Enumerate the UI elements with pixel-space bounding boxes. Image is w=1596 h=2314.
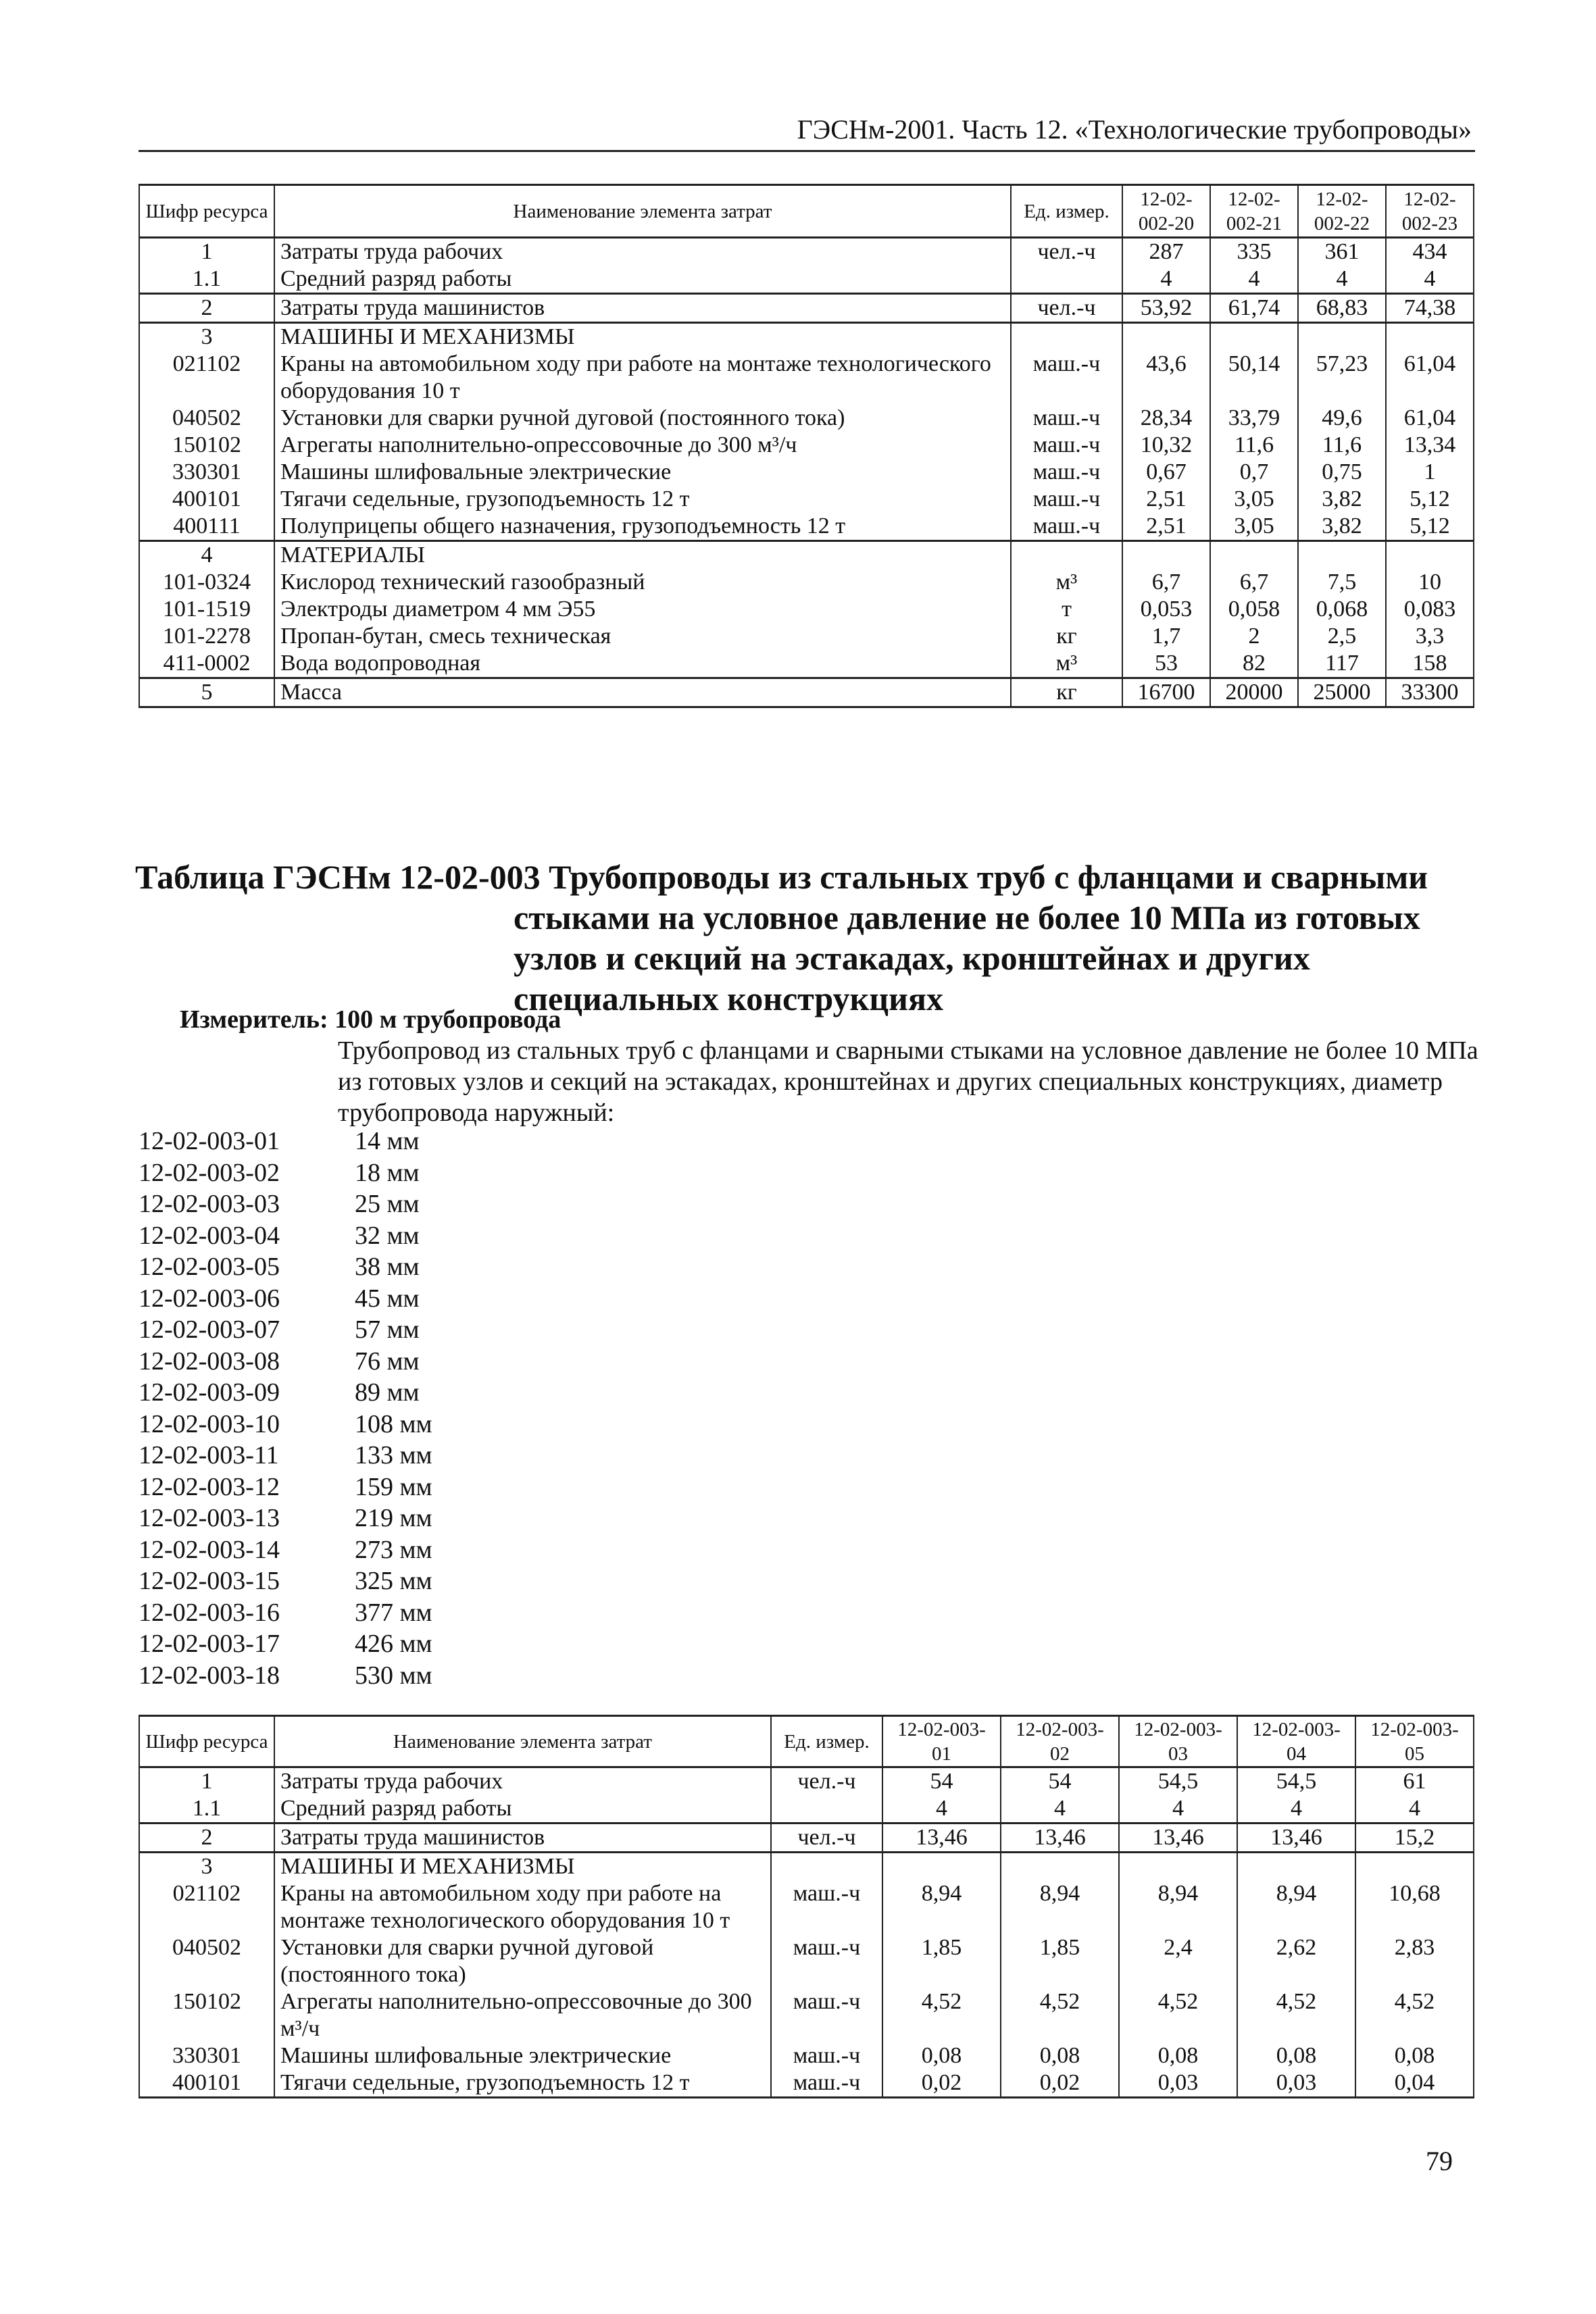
cell-value: 6,7 — [1210, 569, 1298, 596]
item-code: 12-02-003-08 — [139, 1347, 280, 1376]
table-row — [139, 459, 1474, 486]
cell-value: 54 — [1001, 1767, 1119, 1796]
cell-unit: маш.-ч — [1011, 513, 1122, 541]
table-row — [139, 1880, 1474, 1934]
cell-code: 1.1 — [139, 1795, 274, 1823]
cell-code: 1 — [139, 1767, 274, 1796]
cell-unit: маш.-ч — [1011, 432, 1122, 459]
cell-value: 1,85 — [1001, 1934, 1119, 1988]
cell-name: Агрегаты наполнительно-опрессовочные до 300 м³/ч — [274, 1988, 771, 2042]
list-item — [139, 1126, 557, 1157]
cell-value: 4,52 — [1119, 1988, 1237, 2042]
cell-code: 1 — [139, 238, 274, 266]
item-code: 12-02-003-12 — [139, 1472, 280, 1501]
item-code: 12-02-003-05 — [139, 1253, 280, 1281]
table-row — [139, 405, 1474, 432]
col-header-code: Шифр ресурса — [139, 185, 274, 238]
cell-value: 7,5 — [1298, 569, 1386, 596]
cell-value: 0,04 — [1355, 2069, 1474, 2098]
table-row — [139, 1853, 1474, 1881]
cell-unit: т — [1011, 596, 1122, 623]
col-header-unit: Ед. измер. — [771, 1716, 882, 1767]
cell-value: 0,08 — [1355, 2042, 1474, 2069]
cell-value: 1,7 — [1122, 623, 1210, 650]
cell-value: 4 — [1237, 1795, 1355, 1823]
cell-value: 25000 — [1298, 678, 1386, 707]
cell-value: 4 — [882, 1795, 1001, 1823]
list-item — [139, 1157, 557, 1189]
cell-name: Краны на автомобильном ходу при работе на монтаже технологического оборудования 10 т — [274, 351, 1011, 405]
cell-value: 4 — [1122, 266, 1210, 294]
table-row — [139, 486, 1474, 513]
item-code: 12-02-003-18 — [139, 1661, 280, 1690]
item-diameter: 25 мм — [355, 1190, 420, 1218]
cell-unit — [771, 1853, 882, 1881]
list-item — [139, 1188, 557, 1220]
cell-value: 1,85 — [882, 1934, 1001, 1988]
cell-code: 3 — [139, 323, 274, 351]
cell-value: 15,2 — [1355, 1823, 1474, 1853]
cell-value: 3,82 — [1298, 513, 1386, 541]
table-row — [139, 513, 1474, 541]
cell-name: Средний разряд работы — [274, 1795, 771, 1823]
item-code: 12-02-003-03 — [139, 1190, 280, 1218]
table-row — [139, 432, 1474, 459]
cost-table-002 — [139, 184, 1474, 708]
cell-code: 040502 — [139, 405, 274, 432]
cell-value: 8,94 — [882, 1880, 1001, 1934]
cell-value: 16700 — [1122, 678, 1210, 707]
cell-unit: чел.-ч — [1011, 294, 1122, 323]
cell-value: 0,03 — [1119, 2069, 1237, 2098]
cell-value — [1237, 1853, 1355, 1881]
table-row — [139, 650, 1474, 678]
cell-value: 361 — [1298, 238, 1386, 266]
cell-value: 10,68 — [1355, 1880, 1474, 1934]
item-code: 12-02-003-01 — [139, 1127, 280, 1155]
cell-value: 82 — [1210, 650, 1298, 678]
table-row — [139, 569, 1474, 596]
cell-value: 4 — [1001, 1795, 1119, 1823]
item-diameter: 89 мм — [355, 1378, 420, 1407]
list-item — [139, 1283, 557, 1315]
table-row — [139, 596, 1474, 623]
cell-unit: чел.-ч — [1011, 238, 1122, 266]
cell-value: 2,51 — [1122, 513, 1210, 541]
cell-name: Тягачи седельные, грузоподъемность 12 т — [274, 2069, 771, 2098]
item-diameter: 159 мм — [355, 1472, 432, 1501]
item-list — [139, 1126, 557, 1691]
cell-name: Установки для сварки ручной дуговой (постоянного тока) — [274, 1934, 771, 1988]
cell-value: 61,04 — [1386, 351, 1474, 405]
list-item — [139, 1503, 557, 1534]
table-row — [139, 1823, 1474, 1853]
item-code: 12-02-003-04 — [139, 1221, 280, 1250]
cell-value: 68,83 — [1298, 294, 1386, 323]
cell-value: 0,058 — [1210, 596, 1298, 623]
col-header-name: Наименование элемента затрат — [274, 185, 1011, 238]
item-diameter: 325 мм — [355, 1567, 432, 1595]
page-number: 79 — [1426, 2146, 1453, 2176]
list-item — [139, 1220, 557, 1252]
table-row — [139, 678, 1474, 707]
cell-unit: маш.-ч — [1011, 405, 1122, 432]
cell-unit — [1011, 323, 1122, 351]
item-diameter: 18 мм — [355, 1158, 420, 1187]
cell-value: 4,52 — [1355, 1988, 1474, 2042]
cell-value: 0,08 — [1237, 2042, 1355, 2069]
cell-code: 2 — [139, 1823, 274, 1853]
item-code: 12-02-003-02 — [139, 1158, 280, 1187]
col-header-name: Наименование элемента затрат — [274, 1716, 771, 1767]
col-header-c3: 12-02-002-22 — [1298, 185, 1386, 238]
cell-value: 4 — [1355, 1795, 1474, 1823]
item-code: 12-02-003-16 — [139, 1598, 280, 1627]
table-description: Трубопровод из стальных труб с фланцами и сварными стыками на условное давление не более 10 МПа из готовых узлов и секций на эстакадах, кронштейнах и других специальных конструкциях, диаметр трубопровода наружный: — [338, 1036, 1478, 1127]
cell-value — [1119, 1853, 1237, 1881]
cell-value: 0,7 — [1210, 459, 1298, 486]
cell-value: 13,46 — [1119, 1823, 1237, 1853]
cell-unit: чел.-ч — [771, 1767, 882, 1796]
col-header-c3: 12-02-003-03 — [1119, 1716, 1237, 1767]
cell-value: 287 — [1122, 238, 1210, 266]
cell-unit: маш.-ч — [1011, 486, 1122, 513]
cell-value: 3,05 — [1210, 513, 1298, 541]
cell-name: МАШИНЫ И МЕХАНИЗМЫ — [274, 323, 1011, 351]
cell-value: 11,6 — [1210, 432, 1298, 459]
cell-value: 20000 — [1210, 678, 1298, 707]
cell-value: 0,08 — [882, 2042, 1001, 2069]
cell-value: 11,6 — [1298, 432, 1386, 459]
cell-unit: маш.-ч — [771, 2042, 882, 2069]
cell-value — [1210, 323, 1298, 351]
cell-value: 10 — [1386, 569, 1474, 596]
cell-unit — [1011, 541, 1122, 570]
table-row — [139, 2069, 1474, 2098]
cell-name: Установки для сварки ручной дуговой (постоянного тока) — [274, 405, 1011, 432]
cell-code: 411-0002 — [139, 650, 274, 678]
cell-value: 53,92 — [1122, 294, 1210, 323]
cell-value — [1298, 323, 1386, 351]
cell-value: 2 — [1210, 623, 1298, 650]
col-header-code: Шифр ресурса — [139, 1716, 274, 1767]
col-header-c2: 12-02-003-02 — [1001, 1716, 1119, 1767]
cell-name: Вода водопроводная — [274, 650, 1011, 678]
cell-unit: маш.-ч — [771, 1988, 882, 2042]
cell-value: 57,23 — [1298, 351, 1386, 405]
cell-name: Краны на автомобильном ходу при работе на монтаже технологического оборудования 10 т — [274, 1880, 771, 1934]
table-title-line: специальных конструкциях — [514, 980, 944, 1017]
cell-value: 2,4 — [1119, 1934, 1237, 1988]
item-diameter: 38 мм — [355, 1253, 420, 1281]
cell-name: Машины шлифовальные электрические — [274, 2042, 771, 2069]
table-title-line: стыками на условное давление не более 10 МПа из готовых — [514, 899, 1420, 936]
cell-value: 54 — [882, 1767, 1001, 1796]
cell-name: Полуприцепы общего назначения, грузоподъемность 12 т — [274, 513, 1011, 541]
item-diameter: 108 мм — [355, 1409, 432, 1438]
item-diameter: 45 мм — [355, 1284, 420, 1313]
cell-value — [1122, 323, 1210, 351]
cell-name: Затраты труда рабочих — [274, 1767, 771, 1796]
list-item — [139, 1377, 557, 1409]
cell-value: 6,7 — [1122, 569, 1210, 596]
list-item — [139, 1472, 557, 1503]
cell-unit: м³ — [1011, 650, 1122, 678]
cell-value: 61 — [1355, 1767, 1474, 1796]
measure-unit: Измеритель: 100 м трубопровода — [180, 1005, 562, 1034]
cell-value — [1386, 323, 1474, 351]
table-row — [139, 294, 1474, 323]
table-row — [139, 541, 1474, 570]
cell-value: 28,34 — [1122, 405, 1210, 432]
cell-value: 54,5 — [1237, 1767, 1355, 1796]
col-header-c1: 12-02-003-01 — [882, 1716, 1001, 1767]
item-code: 12-02-003-17 — [139, 1630, 280, 1658]
cell-name: Масса — [274, 678, 1011, 707]
cell-value: 53 — [1122, 650, 1210, 678]
cell-value: 74,38 — [1386, 294, 1474, 323]
cell-value: 61,04 — [1386, 405, 1474, 432]
cell-name: Машины шлифовальные электрические — [274, 459, 1011, 486]
cell-value: 0,08 — [1119, 2042, 1237, 2069]
col-header-c5: 12-02-003-05 — [1355, 1716, 1474, 1767]
cell-name: Затраты труда машинистов — [274, 1823, 771, 1853]
cell-code: 400101 — [139, 2069, 274, 2098]
cell-name: Тягачи седельные, грузоподъемность 12 т — [274, 486, 1011, 513]
cell-code: 330301 — [139, 459, 274, 486]
header-rule — [139, 150, 1475, 152]
cell-name: МАШИНЫ И МЕХАНИЗМЫ — [274, 1853, 771, 1881]
table-row — [139, 1988, 1474, 2042]
col-header-c4: 12-02-003-04 — [1237, 1716, 1355, 1767]
cell-value: 33,79 — [1210, 405, 1298, 432]
cell-value — [1001, 1853, 1119, 1881]
cell-name: Средний разряд работы — [274, 266, 1011, 294]
cell-value: 33300 — [1386, 678, 1474, 707]
cell-value — [1386, 541, 1474, 570]
cell-value: 0,02 — [1001, 2069, 1119, 2098]
cell-name: Затраты труда машинистов — [274, 294, 1011, 323]
cell-value: 0,03 — [1237, 2069, 1355, 2098]
cell-value: 8,94 — [1001, 1880, 1119, 1934]
item-diameter: 76 мм — [355, 1347, 420, 1376]
cell-value: 50,14 — [1210, 351, 1298, 405]
cell-value: 2,51 — [1122, 486, 1210, 513]
item-code: 12-02-003-06 — [139, 1284, 280, 1313]
item-code: 12-02-003-09 — [139, 1378, 280, 1407]
cell-code: 330301 — [139, 2042, 274, 2069]
list-item — [139, 1346, 557, 1378]
item-diameter: 133 мм — [355, 1441, 432, 1469]
cell-unit: маш.-ч — [1011, 351, 1122, 405]
cell-code: 400101 — [139, 486, 274, 513]
cell-value — [1122, 541, 1210, 570]
cell-value: 4 — [1119, 1795, 1237, 1823]
page-header-title: ГЭСНм-2001. Часть 12. «Технологические трубопроводы» — [797, 114, 1472, 145]
list-item — [139, 1314, 557, 1346]
table-row — [139, 1767, 1474, 1796]
cell-value: 4,52 — [1001, 1988, 1119, 2042]
cell-value: 13,46 — [1001, 1823, 1119, 1853]
cell-value: 3,3 — [1386, 623, 1474, 650]
cell-code: 040502 — [139, 1934, 274, 1988]
cell-unit: кг — [1011, 623, 1122, 650]
cell-unit: маш.-ч — [771, 1934, 882, 1988]
cell-value: 13,46 — [1237, 1823, 1355, 1853]
col-header-c4: 12-02-002-23 — [1386, 185, 1474, 238]
cell-value — [882, 1853, 1001, 1881]
list-item — [139, 1597, 557, 1629]
table-title — [135, 857, 1480, 1019]
cell-value: 0,67 — [1122, 459, 1210, 486]
cell-unit: маш.-ч — [1011, 459, 1122, 486]
cell-value: 434 — [1386, 238, 1474, 266]
cell-value: 158 — [1386, 650, 1474, 678]
cell-value: 8,94 — [1237, 1880, 1355, 1934]
cell-value: 4 — [1298, 266, 1386, 294]
cell-value: 43,6 — [1122, 351, 1210, 405]
item-code: 12-02-003-11 — [139, 1441, 279, 1469]
item-diameter: 14 мм — [355, 1127, 420, 1155]
item-code: 12-02-003-10 — [139, 1409, 280, 1438]
table-row — [139, 623, 1474, 650]
cell-value — [1355, 1853, 1474, 1881]
cell-value: 4 — [1386, 266, 1474, 294]
cell-value: 0,75 — [1298, 459, 1386, 486]
table-row — [139, 1795, 1474, 1823]
cell-name: Затраты труда рабочих — [274, 238, 1011, 266]
cell-value: 4,52 — [1237, 1988, 1355, 2042]
list-item — [139, 1628, 557, 1660]
list-item — [139, 1409, 557, 1440]
cell-value: 10,32 — [1122, 432, 1210, 459]
cell-unit: чел.-ч — [771, 1823, 882, 1853]
cell-value: 2,62 — [1237, 1934, 1355, 1988]
cell-unit — [1011, 266, 1122, 294]
cell-value — [1210, 541, 1298, 570]
cell-value: 3,82 — [1298, 486, 1386, 513]
cell-value: 49,6 — [1298, 405, 1386, 432]
item-diameter: 377 мм — [355, 1598, 432, 1627]
cell-value: 5,12 — [1386, 486, 1474, 513]
cell-name: Кислород технический газообразный — [274, 569, 1011, 596]
item-diameter: 273 мм — [355, 1535, 432, 1564]
item-code: 12-02-003-07 — [139, 1315, 280, 1344]
item-code: 12-02-003-14 — [139, 1535, 280, 1564]
cell-code: 2 — [139, 294, 274, 323]
cell-value: 61,74 — [1210, 294, 1298, 323]
cell-unit: м³ — [1011, 569, 1122, 596]
cell-unit: маш.-ч — [771, 2069, 882, 2098]
cell-value: 335 — [1210, 238, 1298, 266]
table-row — [139, 266, 1474, 294]
cell-value: 4 — [1210, 266, 1298, 294]
list-item — [139, 1440, 557, 1472]
item-code: 12-02-003-15 — [139, 1567, 280, 1595]
cell-code: 101-2278 — [139, 623, 274, 650]
item-diameter: 219 мм — [355, 1504, 432, 1532]
cell-value: 5,12 — [1386, 513, 1474, 541]
table-row — [139, 351, 1474, 405]
cell-name: Агрегаты наполнительно-опрессовочные до 300 м³/ч — [274, 432, 1011, 459]
cell-code: 101-0324 — [139, 569, 274, 596]
table-title-line: Таблица ГЭСНм 12-02-003 Трубопроводы из стальных труб с фланцами и сварными — [135, 858, 1428, 896]
cell-value: 8,94 — [1119, 1880, 1237, 1934]
cell-unit — [771, 1795, 882, 1823]
cell-code: 021102 — [139, 1880, 274, 1934]
item-diameter: 32 мм — [355, 1221, 420, 1250]
table-row — [139, 1934, 1474, 1988]
cell-value — [1298, 541, 1386, 570]
cell-code: 150102 — [139, 432, 274, 459]
table-row — [139, 323, 1474, 351]
cell-name: МАТЕРИАЛЫ — [274, 541, 1011, 570]
cell-value: 0,08 — [1001, 2042, 1119, 2069]
cell-value: 54,5 — [1119, 1767, 1237, 1796]
item-code: 12-02-003-13 — [139, 1504, 280, 1532]
cost-table-003 — [139, 1715, 1474, 2098]
col-header-unit: Ед. измер. — [1011, 185, 1122, 238]
cell-value: 4,52 — [882, 1988, 1001, 2042]
item-diameter: 57 мм — [355, 1315, 420, 1344]
cell-value: 0,053 — [1122, 596, 1210, 623]
list-item — [139, 1565, 557, 1597]
cell-code: 150102 — [139, 1988, 274, 2042]
table-row — [139, 2042, 1474, 2069]
item-diameter: 426 мм — [355, 1630, 432, 1658]
cell-value: 0,083 — [1386, 596, 1474, 623]
cell-code: 3 — [139, 1853, 274, 1881]
cell-value: 0,068 — [1298, 596, 1386, 623]
table-title-line: узлов и секций на эстакадах, кронштейнах и других — [514, 939, 1310, 977]
cell-value: 2,83 — [1355, 1934, 1474, 1988]
cell-unit: кг — [1011, 678, 1122, 707]
item-diameter: 530 мм — [355, 1661, 432, 1690]
cell-code: 101-1519 — [139, 596, 274, 623]
cell-code: 4 — [139, 541, 274, 570]
cell-code: 400111 — [139, 513, 274, 541]
cell-value: 117 — [1298, 650, 1386, 678]
cell-value: 2,5 — [1298, 623, 1386, 650]
col-header-c1: 12-02-002-20 — [1122, 185, 1210, 238]
table-row — [139, 238, 1474, 266]
cell-value: 13,46 — [882, 1823, 1001, 1853]
list-item — [139, 1660, 557, 1692]
cell-unit: маш.-ч — [771, 1880, 882, 1934]
cell-code: 021102 — [139, 351, 274, 405]
cell-code: 1.1 — [139, 266, 274, 294]
list-item — [139, 1251, 557, 1283]
cell-name: Электроды диаметром 4 мм Э55 — [274, 596, 1011, 623]
cell-value: 1 — [1386, 459, 1474, 486]
cell-value: 0,02 — [882, 2069, 1001, 2098]
cell-name: Пропан-бутан, смесь техническая — [274, 623, 1011, 650]
list-item — [139, 1534, 557, 1566]
cell-code: 5 — [139, 678, 274, 707]
col-header-c2: 12-02-002-21 — [1210, 185, 1298, 238]
cell-value: 13,34 — [1386, 432, 1474, 459]
cell-value: 3,05 — [1210, 486, 1298, 513]
